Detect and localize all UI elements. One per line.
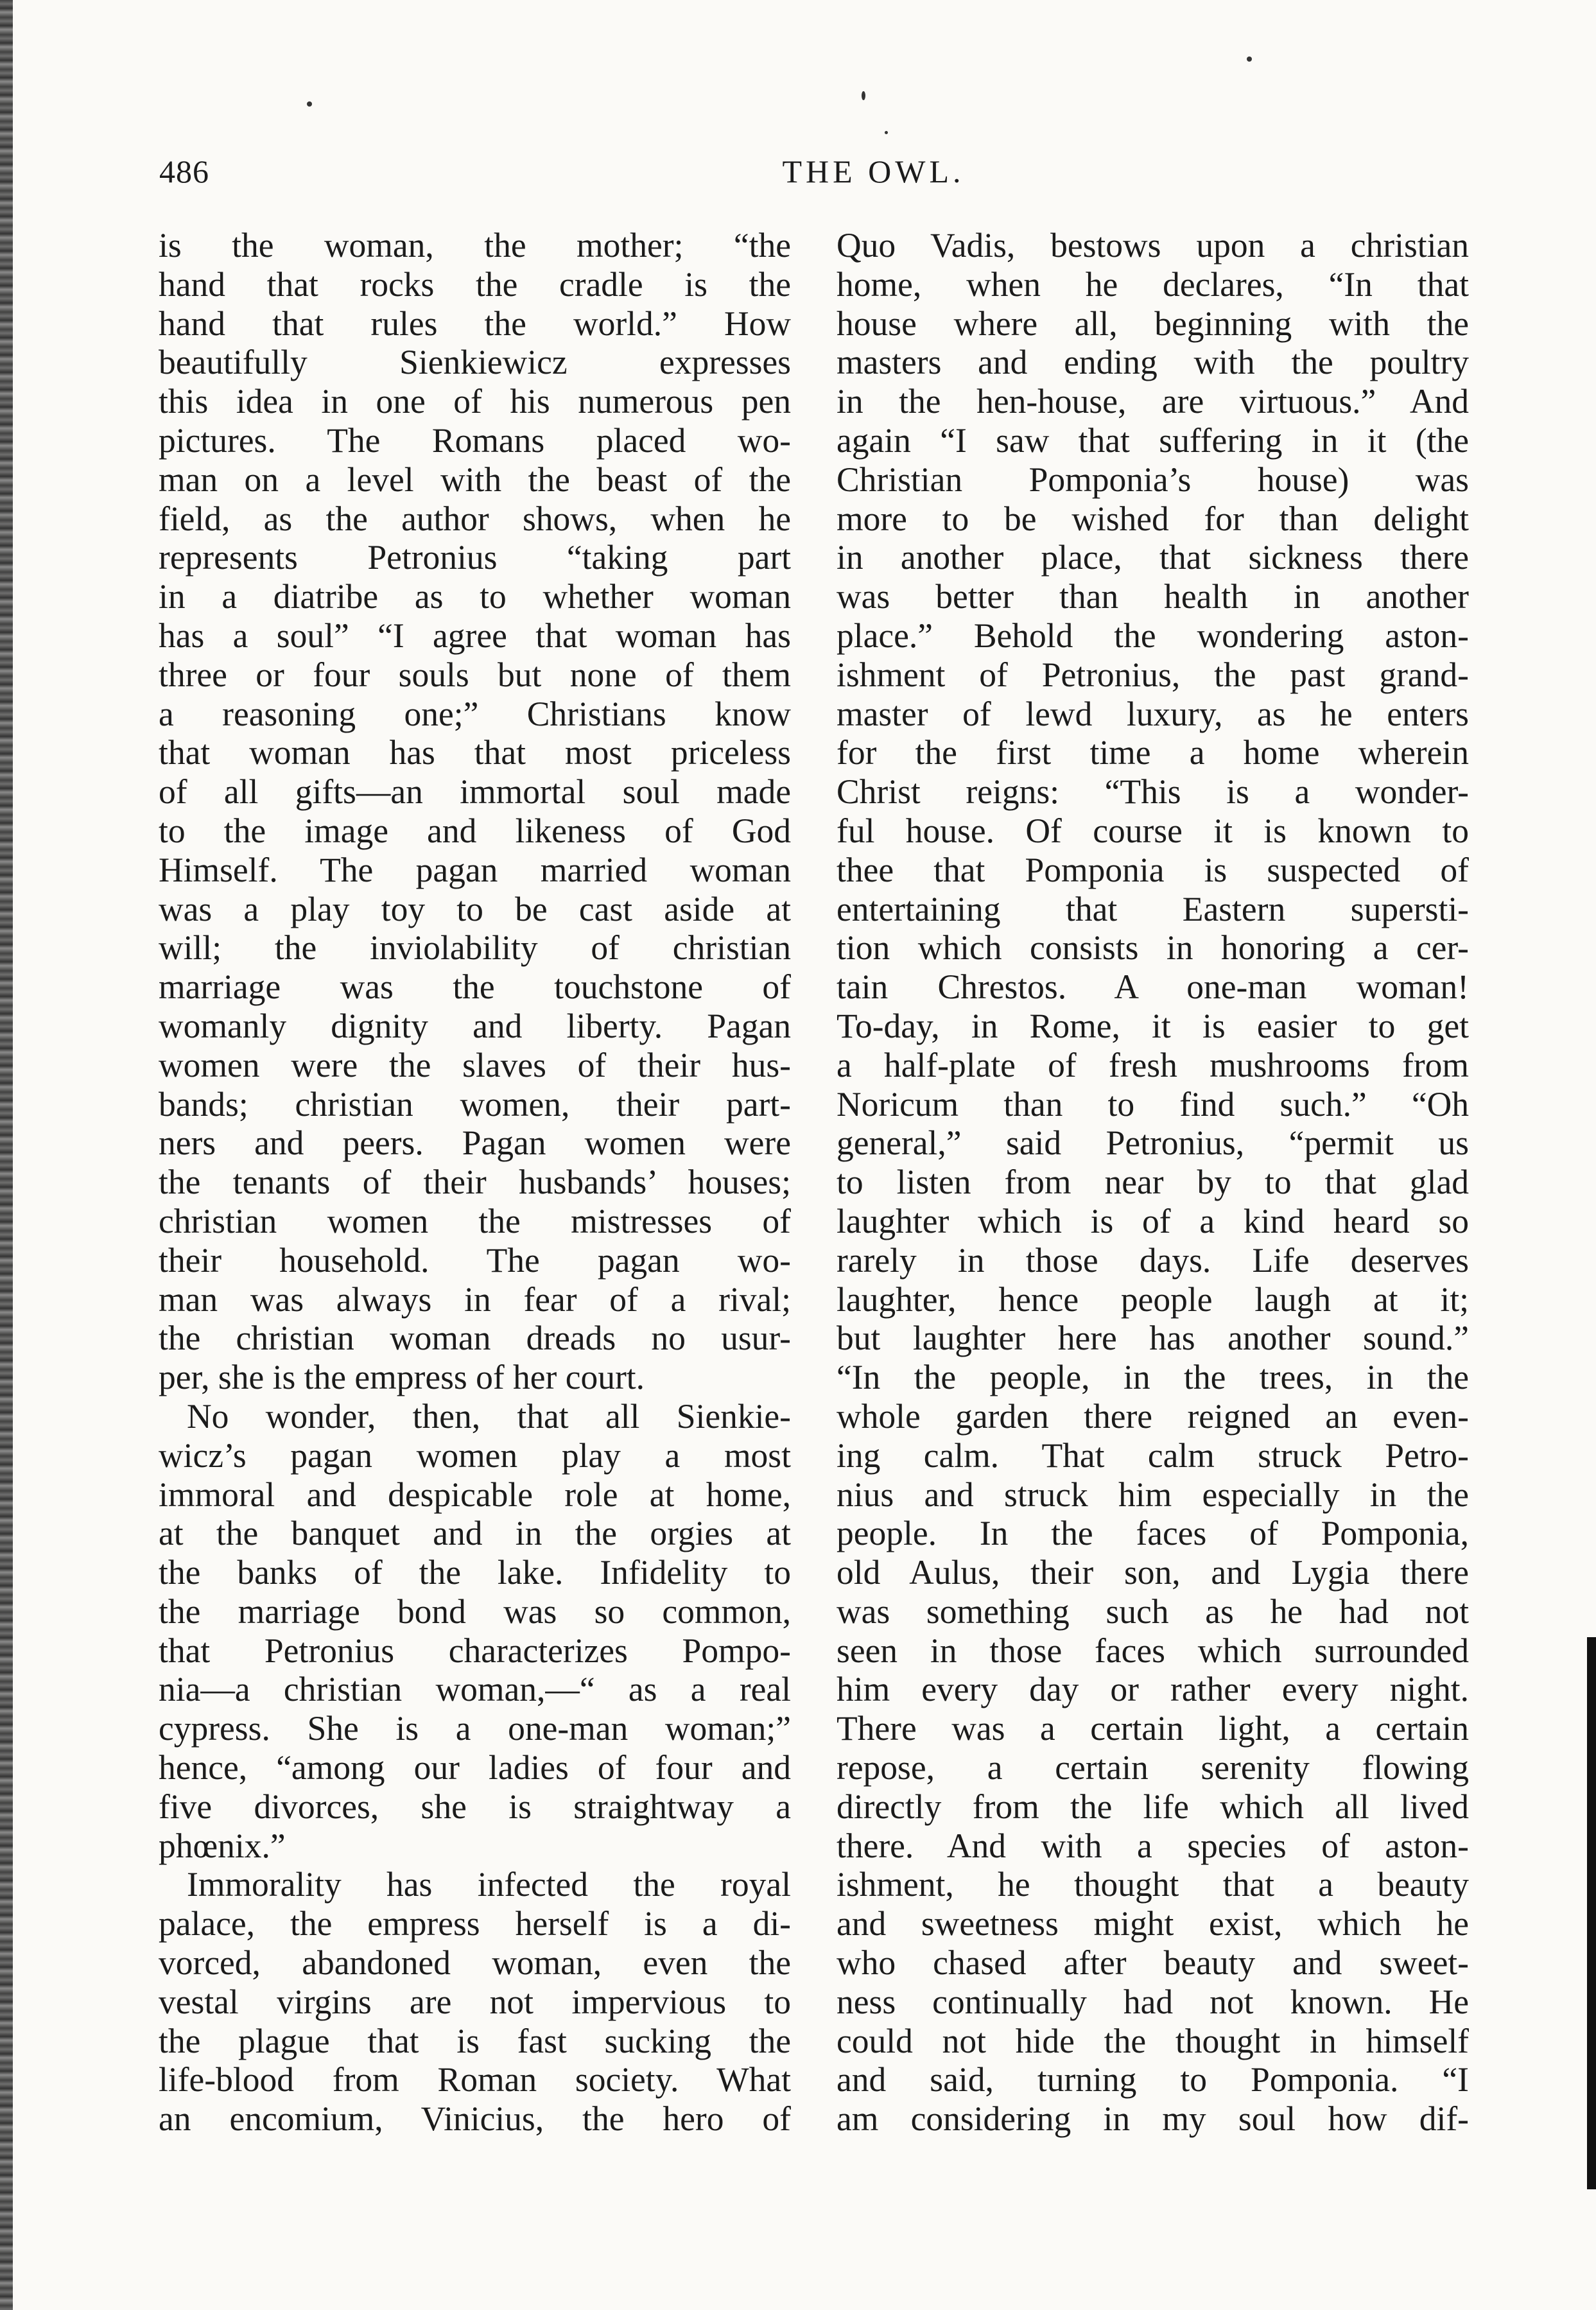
text-line: There was a certain light, a certain [837, 1709, 1469, 1748]
text-line: represents Petronius “taking part [159, 538, 791, 577]
text-line: christian women the mistresses of [159, 1201, 791, 1240]
text-line: Christian Pomponia’s house) was [837, 460, 1469, 499]
text-line: Himself. The pagan married woman [159, 850, 791, 889]
text-line: in a diatribe as to whether woman [159, 577, 791, 616]
right-text-column [837, 226, 1469, 2139]
text-line: “In the people, in the trees, in the [837, 1358, 1469, 1397]
text-line: masters and ending with the poultry [837, 343, 1469, 382]
text-line: wicz’s pagan women play a most [159, 1436, 791, 1475]
text-line: hence, “among our ladies of four and [159, 1748, 791, 1787]
text-line: repose, a certain serenity flowing [837, 1748, 1469, 1787]
text-line: five divorces, she is straightway a [159, 1787, 791, 1826]
text-line: to the image and likeness of God [159, 811, 791, 850]
text-line: ing calm. That calm struck Petro- [837, 1436, 1469, 1475]
running-title: THE OWL. [782, 153, 965, 189]
text-line: the plague that is fast sucking the [159, 2021, 791, 2060]
text-line: ners and peers. Pagan women were [159, 1124, 791, 1163]
text-line: laughter which is of a kind heard so [837, 1201, 1469, 1240]
scan-speck [885, 131, 888, 134]
text-line: three or four souls but none of them [159, 655, 791, 694]
text-line: ishment, he thought that a beauty [837, 1865, 1469, 1904]
text-line: in another place, that sickness there [837, 538, 1469, 577]
text-line: Quo Vadis, bestows upon a christian [837, 226, 1469, 265]
text-line: home, when he declares, “In that [837, 265, 1469, 304]
text-line: cypress. She is a one-man woman;” [159, 1709, 791, 1748]
text-line: laughter, hence people laugh at it; [837, 1280, 1469, 1319]
scan-speck [307, 101, 312, 107]
scan-speck [862, 91, 865, 100]
text-line: at the banquet and in the orgies at [159, 1514, 791, 1553]
text-line: per, she is the empress of her court. [159, 1358, 645, 1397]
text-line: who chased after beauty and sweet- [837, 1943, 1469, 1983]
text-line: nia—a christian woman,—“ as a real [159, 1670, 791, 1709]
text-line: ishment of Petronius, the past grand- [837, 655, 1469, 694]
text-line: seen in those faces which surrounded [837, 1631, 1469, 1670]
text-line: field, as the author shows, when he [159, 499, 791, 538]
text-line: and sweetness might exist, which he [837, 1904, 1469, 1943]
text-line: the banks of the lake. Infidelity to [159, 1553, 791, 1592]
text-line: was better than health in another [837, 577, 1469, 616]
text-line: master of lewd luxury, as he enters [837, 694, 1469, 733]
text-line: is the woman, the mother; “the [159, 226, 791, 265]
text-line: will; the inviolability of christian [159, 928, 791, 968]
text-line: To-day, in Rome, it is easier to get [837, 1006, 1469, 1045]
text-line: of all gifts—an immortal soul made [159, 772, 791, 812]
text-line: more to be wished for than delight [837, 499, 1469, 538]
text-line: was something such as he had not [837, 1592, 1469, 1631]
text-line: Noricum than to find such.” “Oh [837, 1084, 1469, 1124]
text-line: that woman has that most priceless [159, 733, 791, 772]
text-line: pictures. The Romans placed wo- [159, 421, 791, 460]
text-line: for the first time a home wherein [837, 733, 1469, 772]
text-line: a half-plate of fresh mushrooms from [837, 1045, 1469, 1084]
text-line: entertaining that Eastern supersti- [837, 889, 1469, 928]
text-line: the christian woman dreads no usur- [159, 1319, 791, 1358]
text-line: tion which consists in honoring a cer- [837, 928, 1469, 968]
text-line: rarely in those days. Life deserves [837, 1240, 1469, 1280]
text-line: thee that Pomponia is suspected of [837, 850, 1469, 889]
text-line: man was always in fear of a rival; [159, 1280, 791, 1319]
text-line: the tenants of their husbands’ houses; [159, 1163, 791, 1202]
text-line: and said, turning to Pomponia. “I [837, 2060, 1469, 2099]
text-line: directly from the life which all lived [837, 1787, 1469, 1826]
text-line: ful house. Of course it is known to [837, 811, 1469, 850]
text-line: has a soul” “I agree that woman has [159, 616, 791, 655]
text-line: the marriage bond was so common, [159, 1592, 791, 1631]
text-line: phœnix.” [159, 1826, 286, 1865]
text-line: him every day or rather every night. [837, 1670, 1469, 1709]
text-line: was a play toy to be cast aside at [159, 889, 791, 928]
text-line: life-blood from Roman society. What [159, 2060, 791, 2099]
text-line: Immorality has infected the royal [187, 1865, 791, 1904]
text-line: could not hide the thought in himself [837, 2021, 1469, 2060]
text-line: hand that rules the world.” How [159, 304, 791, 343]
text-line: whole garden there reigned an even- [837, 1396, 1469, 1436]
left-text-column [159, 226, 791, 2139]
scanned-right-edge [1587, 1637, 1596, 2189]
text-line: beautifully Sienkiewicz expresses [159, 343, 791, 382]
text-line: their household. The pagan wo- [159, 1240, 791, 1280]
text-line: am considering in my soul how dif- [837, 2099, 1469, 2139]
text-line: hand that rocks the cradle is the [159, 265, 791, 304]
text-line: this idea in one of his numerous pen [159, 382, 791, 421]
text-line: man on a level with the beast of the [159, 460, 791, 499]
scan-speck [1247, 56, 1252, 62]
text-line: to listen from near by to that glad [837, 1163, 1469, 1202]
text-line: old Aulus, their son, and Lygia there [837, 1553, 1469, 1592]
page-header [159, 153, 1549, 198]
text-line: an encomium, Vinicius, the hero of [159, 2099, 791, 2139]
text-line: bands; christian women, their part- [159, 1084, 791, 1124]
text-line: tain Chrestos. A one-man woman! [837, 968, 1469, 1007]
text-line: house where all, beginning with the [837, 304, 1469, 343]
text-line: vestal virgins are not impervious to [159, 1982, 791, 2021]
text-line: No wonder, then, that all Sienkie- [187, 1396, 791, 1436]
text-line: again “I saw that suffering in it (the [837, 421, 1469, 460]
text-line: palace, the empress herself is a di- [159, 1904, 791, 1943]
text-line: marriage was the touchstone of [159, 968, 791, 1007]
text-line: womanly dignity and liberty. Pagan [159, 1006, 791, 1045]
text-line: women were the slaves of their hus- [159, 1045, 791, 1084]
text-line: people. In the faces of Pomponia, [837, 1514, 1469, 1553]
text-line: a reasoning one;” Christians know [159, 694, 791, 733]
text-line: general,” said Petronius, “permit us [837, 1124, 1469, 1163]
text-line: but laughter here has another sound.” [837, 1319, 1469, 1358]
text-line: vorced, abandoned woman, even the [159, 1943, 791, 1983]
text-line: place.” Behold the wondering aston- [837, 616, 1469, 655]
text-line: nius and struck him especially in the [837, 1475, 1469, 1514]
text-line: ness continually had not known. He [837, 1982, 1469, 2021]
scanned-binding-edge [0, 0, 13, 2310]
page-number: 486 [159, 153, 209, 189]
text-line: Christ reigns: “This is a wonder- [837, 772, 1469, 812]
text-line: in the hen-house, are virtuous.” And [837, 382, 1469, 421]
text-line: that Petronius characterizes Pompo- [159, 1631, 791, 1670]
text-line: there. And with a species of aston- [837, 1826, 1469, 1865]
text-line: immoral and despicable role at home, [159, 1475, 791, 1514]
